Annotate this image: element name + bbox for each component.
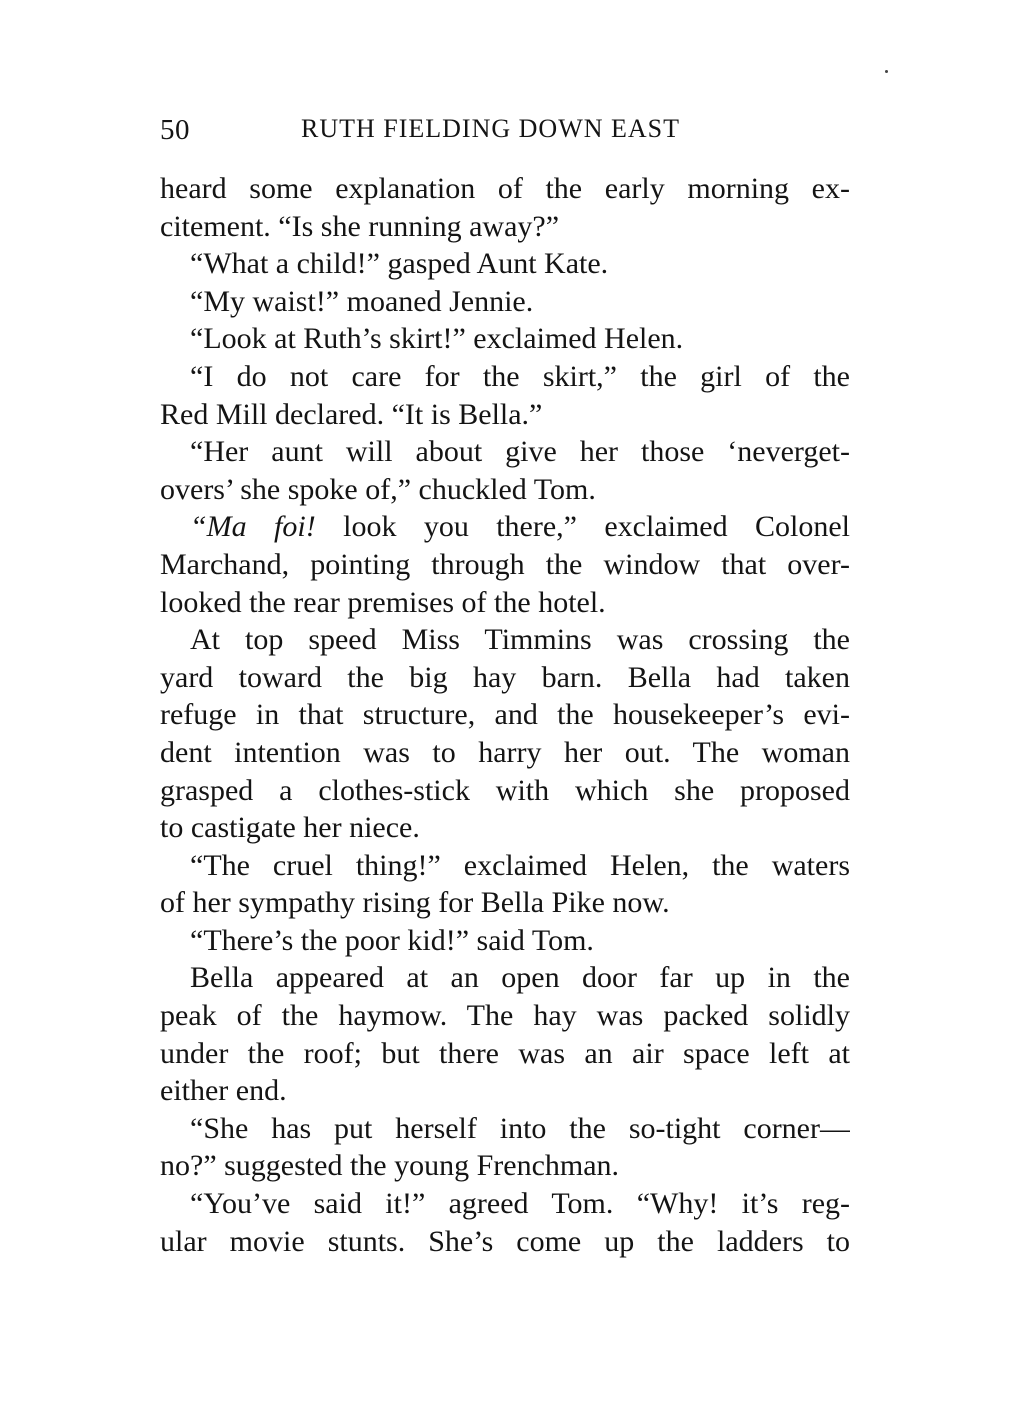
text-line: “Look at Ruth’s skirt!” exclaimed Helen. xyxy=(190,322,684,356)
running-title: RUTH FIELDING DOWN EAST xyxy=(301,114,681,143)
text-line: ular movie stunts. She’s come up the ladders to xyxy=(160,1224,850,1258)
text-line: “There’s the poor kid!” said Tom. xyxy=(190,923,594,957)
text-line: peak of the haymow. The hay was packed solidly xyxy=(160,999,850,1033)
text-line: grasped a clothes-stick with which she proposed xyxy=(160,773,850,807)
text-line: Marchand, pointing through the window that over- xyxy=(160,547,850,581)
text-line: “The cruel thing!” exclaimed Helen, the waters xyxy=(190,848,850,882)
italic-phrase: “Ma foi! xyxy=(190,510,316,544)
page-number: 50 xyxy=(160,114,190,146)
text-line: “I do not care for the skirt,” the girl of the xyxy=(190,359,850,393)
text-line: to castigate her niece. xyxy=(160,811,420,845)
text-line: “Her aunt will about give her those ‘neverget- xyxy=(190,435,850,469)
text-line: yard toward the big hay barn. Bella had taken xyxy=(160,660,850,694)
text-line: either end. xyxy=(160,1074,287,1108)
text-line xyxy=(160,508,850,546)
text-line: At top speed Miss Timmins was crossing the xyxy=(190,623,850,657)
text-line: no?” suggested the young Frenchman. xyxy=(160,1149,620,1183)
text-line-rest: look you there,” exclaimed Colonel xyxy=(343,510,850,544)
text-line: “She has put herself into the so-tight corner— xyxy=(190,1111,850,1145)
text-line: heard some explanation of the early morning ex- xyxy=(160,172,850,205)
text-line: “What a child!” gasped Aunt Kate. xyxy=(190,247,609,281)
text-line: of her sympathy rising for Bella Pike now. xyxy=(160,886,670,920)
page-header xyxy=(160,112,850,152)
text-line: “My waist!” moaned Jennie. xyxy=(190,284,534,318)
text-line: looked the rear premises of the hotel. xyxy=(160,585,606,619)
text-line: Bella appeared at an open door far up in the xyxy=(190,961,850,995)
text-line: citement. “Is she running away?” xyxy=(160,209,560,243)
text-line: overs’ she spoke of,” chuckled Tom. xyxy=(160,472,596,506)
text-line: under the roof; but there was an air space left at xyxy=(160,1036,850,1070)
text-line: Red Mill declared. “It is Bella.” xyxy=(160,397,543,431)
text-line: dent intention was to harry her out. The woman xyxy=(160,735,850,769)
print-speck xyxy=(885,70,888,73)
body-text xyxy=(160,170,850,1260)
text-line: “You’ve said it!” agreed Tom. “Why! it’s reg- xyxy=(190,1187,850,1221)
text-line: refuge in that structure, and the housekeeper’s evi- xyxy=(160,698,850,732)
